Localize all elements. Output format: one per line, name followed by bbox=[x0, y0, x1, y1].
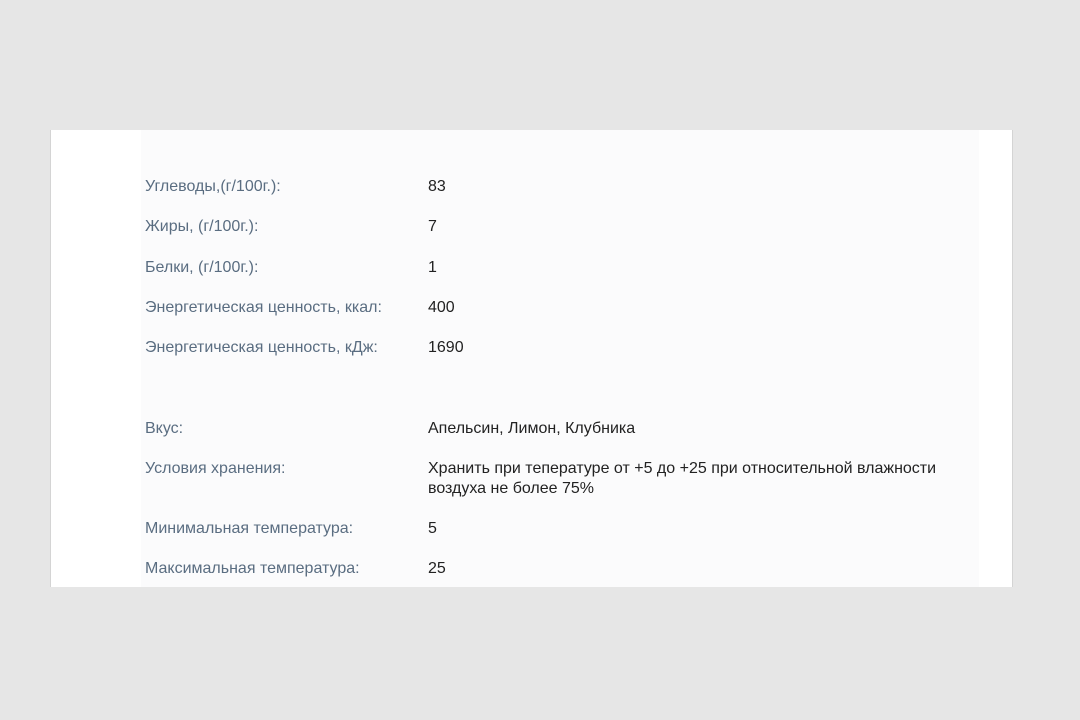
spec-label: Максимальная температура: bbox=[145, 560, 360, 577]
spec-label: Белки, (г/100г.): bbox=[145, 259, 259, 276]
spec-label: Жиры, (г/100г.): bbox=[145, 218, 259, 235]
spec-value: 1690 bbox=[428, 339, 464, 356]
spec-label: Вкус: bbox=[145, 420, 184, 437]
spec-value: 400 bbox=[428, 299, 455, 316]
spec-label: Минимальная температура: bbox=[145, 520, 354, 537]
spec-value: 7 bbox=[428, 218, 437, 235]
spec-value: 25 bbox=[428, 560, 446, 577]
spec-value: 1 bbox=[428, 259, 437, 276]
spec-value: Апельсин, Лимон, Клубника bbox=[428, 420, 636, 437]
product-specs-card bbox=[50, 130, 1013, 587]
spec-value: 83 bbox=[428, 178, 446, 195]
spec-label: Углеводы,(г/100г.): bbox=[145, 178, 281, 195]
spec-label: Энергетическая ценность, ккал: bbox=[145, 299, 382, 316]
spec-label: Условия хранения: bbox=[145, 460, 286, 477]
spec-label: Энергетическая ценность, кДж: bbox=[145, 339, 378, 356]
spec-value: Хранить при тепературе от +5 до +25 при относительной влажности воздуха не более 75% bbox=[428, 460, 937, 497]
specs-table bbox=[141, 130, 979, 587]
spec-value: 5 bbox=[428, 520, 437, 537]
